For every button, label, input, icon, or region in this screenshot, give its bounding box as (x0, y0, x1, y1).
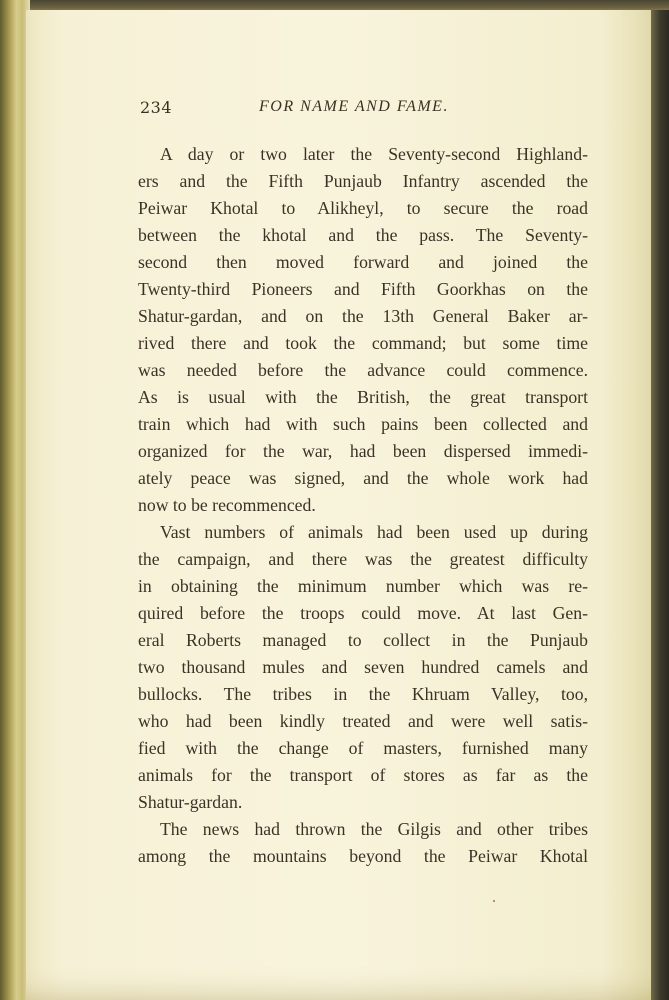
text-line: Vast numbers of animals had been used up during (160, 522, 588, 542)
text-line: among the mountains beyond the Peiwar Khotal (138, 846, 588, 866)
text-line: eral Roberts managed to collect in the Punjaub (138, 630, 588, 650)
paper-speck (493, 900, 495, 902)
text-line: in obtaining the minimum number which was re- (138, 576, 588, 596)
page-right-edge (651, 10, 669, 1000)
text-line: ers and the Fifth Punjaub Infantry ascended the (138, 171, 588, 191)
page-number: 234 (140, 98, 173, 117)
text-line: between the khotal and the pass. The Seventy- (138, 225, 588, 245)
text-line: quired before the troops could move. At last Gen- (138, 603, 588, 623)
text-line: two thousand mules and seven hundred camels and (138, 657, 588, 677)
text-line: Peiwar Khotal to Alikheyl, to secure the road (138, 198, 588, 218)
text-line: Shatur-gardan. (138, 792, 243, 812)
running-head: FOR NAME AND FAME. (259, 98, 449, 115)
text-line: organized for the war, had been dispersed immedi- (138, 441, 588, 461)
text-line: now to be recommenced. (138, 495, 316, 515)
text-line: who had been kindly treated and were well satis- (138, 711, 588, 731)
text-line: As is usual with the British, the great transport (138, 387, 588, 407)
text-line: was needed before the advance could commence. (138, 360, 588, 380)
text-line: rived there and took the command; but some time (138, 333, 588, 353)
text-line: ately peace was signed, and the whole work had (138, 468, 588, 488)
text-line: the campaign, and there was the greatest difficulty (138, 549, 588, 569)
text-line: fied with the change of masters, furnished many (138, 738, 588, 758)
text-line: A day or two later the Seventy-second Highland- (160, 144, 588, 164)
text-line: train which had with such pains been collected and (138, 414, 588, 434)
text-line: The news had thrown the Gilgis and other tribes (160, 819, 588, 839)
text-line: Shatur-gardan, and on the 13th General Baker ar- (138, 306, 588, 326)
text-line: bullocks. The tribes in the Khruam Valley, too, (138, 684, 588, 704)
text-line: second then moved forward and joined the (138, 252, 588, 272)
text-line: Twenty-third Pioneers and Fifth Goorkhas on the (138, 279, 588, 299)
text-line: animals for the transport of stores as far as the (138, 765, 588, 785)
